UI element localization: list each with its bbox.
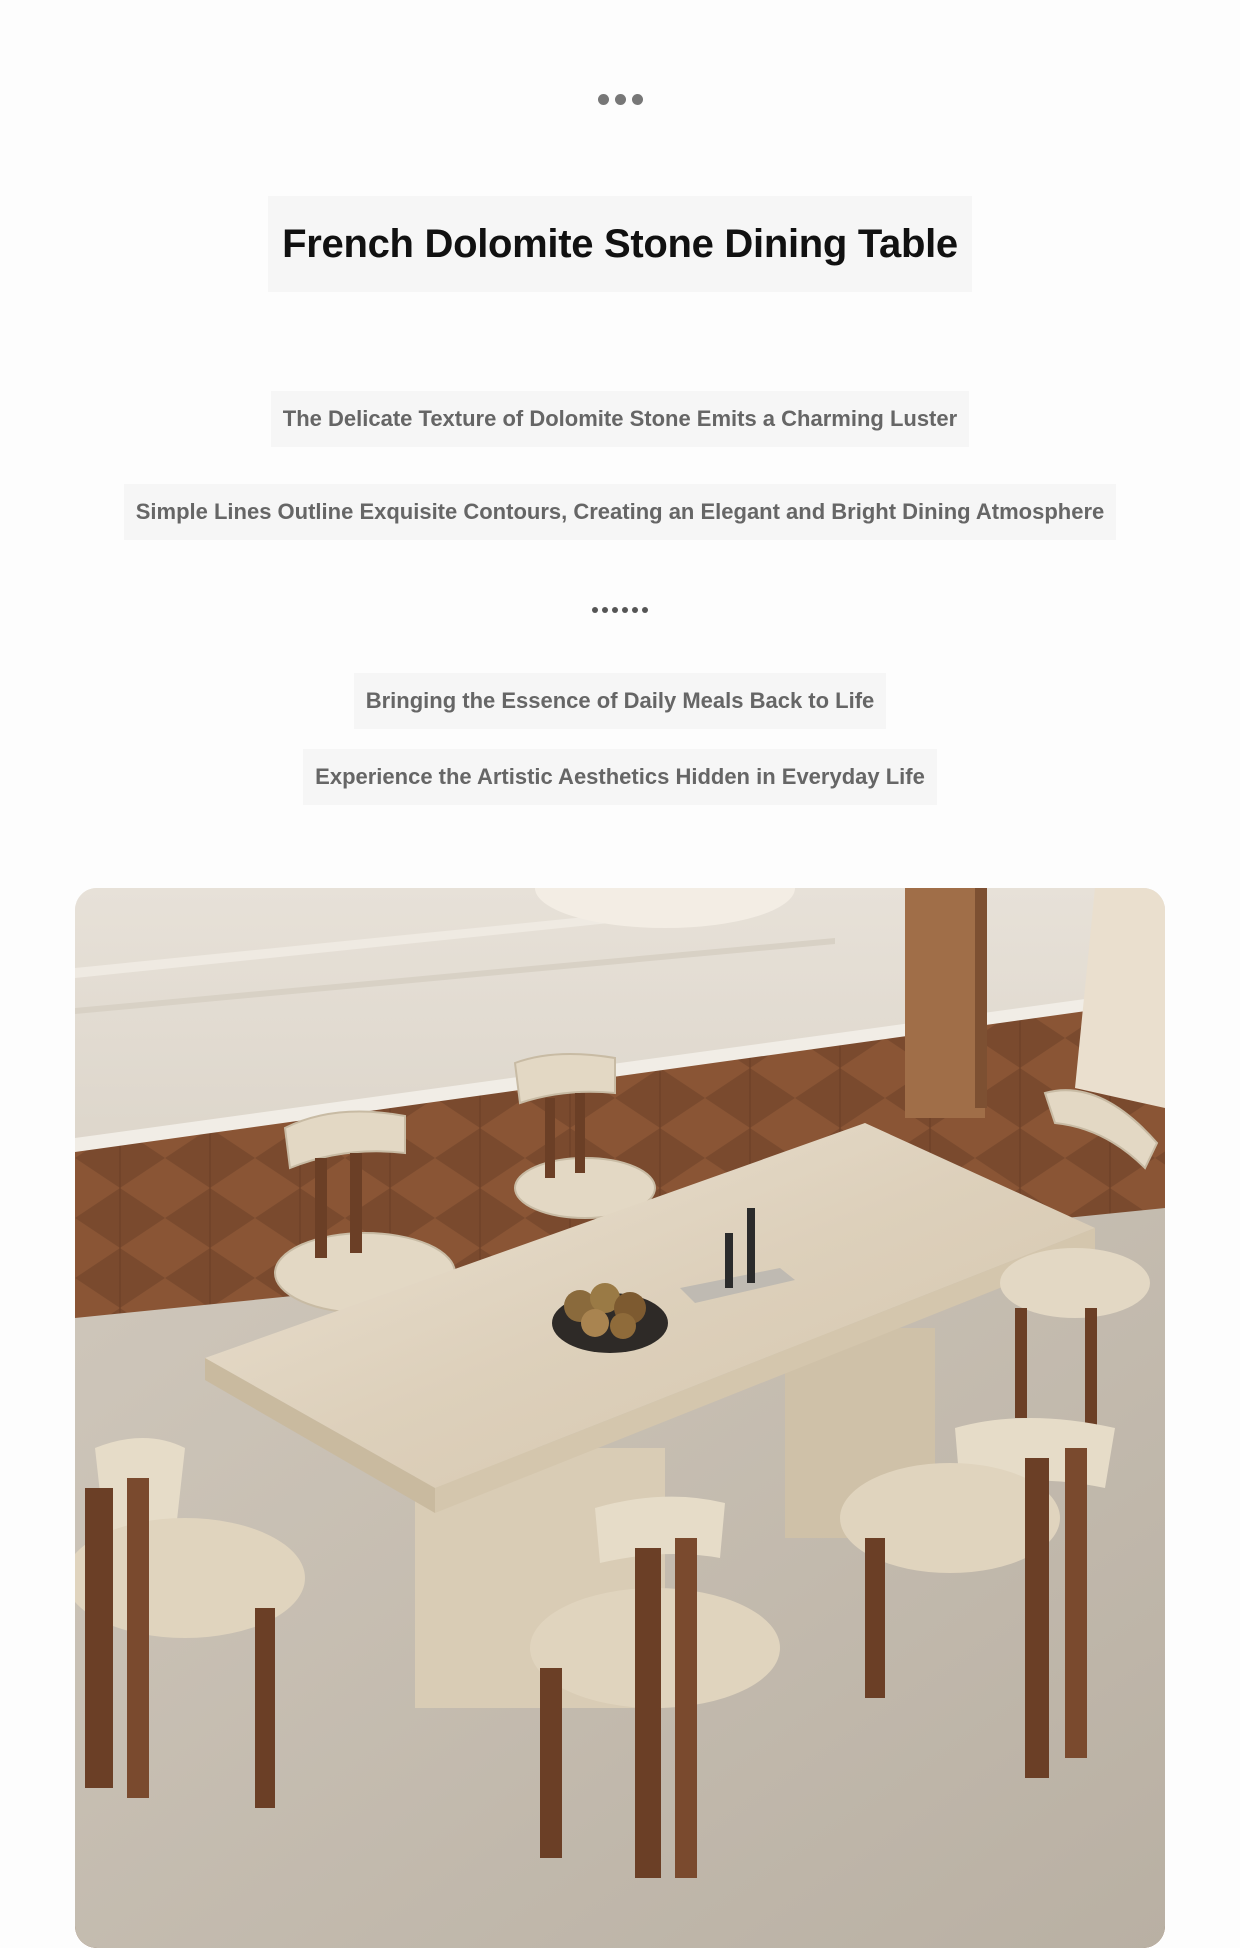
product-photo	[75, 888, 1165, 1948]
dotted-divider-icon	[0, 607, 1240, 613]
tagline-lines: Simple Lines Outline Exquisite Contours, Creating an Elegant and Bright Dining Atmosphere	[124, 484, 1117, 540]
tagline-2-band	[0, 484, 1240, 540]
tagline-daily-meals: Bringing the Essence of Daily Meals Back to Life	[354, 673, 887, 729]
page-title-band	[0, 196, 1240, 292]
tagline-1-band	[0, 391, 1240, 447]
tagline-aesthetics: Experience the Artistic Aesthetics Hidden in Everyday Life	[303, 749, 937, 805]
tagline-3-band	[0, 673, 1240, 729]
page-title: French Dolomite Stone Dining Table	[268, 196, 972, 292]
tagline-4-band	[0, 749, 1240, 805]
ellipsis-icon	[0, 94, 1240, 105]
tagline-texture: The Delicate Texture of Dolomite Stone Emits a Charming Luster	[271, 391, 969, 447]
